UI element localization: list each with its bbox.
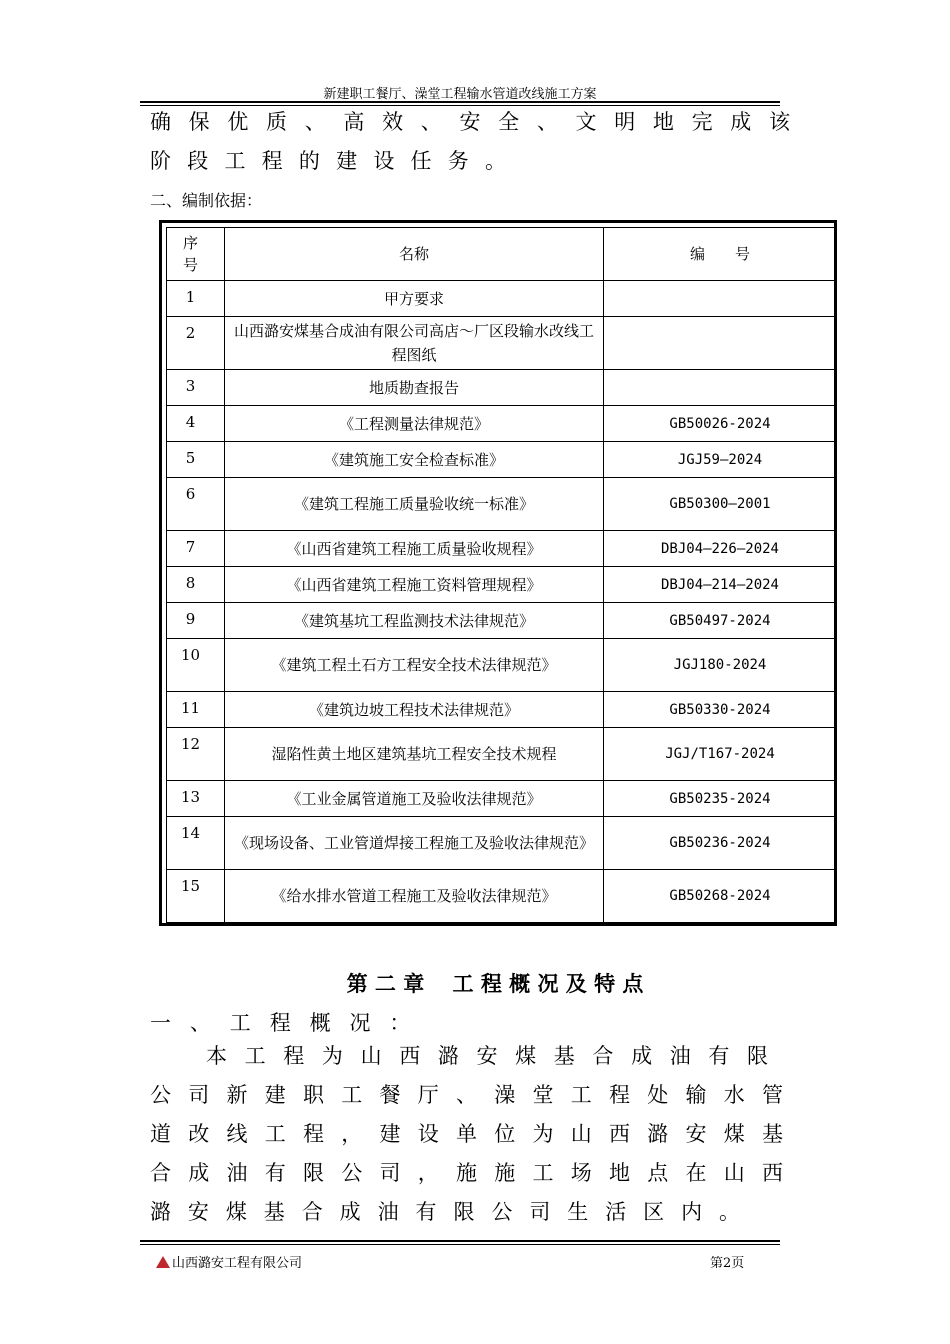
- cell-code: GB50026-2024: [604, 406, 837, 442]
- cell-name: 《给水排水管道工程施工及验收法律规范》: [225, 870, 604, 923]
- intro-line-1: 确保优质、高效、安全、文明地完成该: [150, 110, 790, 134]
- cell-no: 5: [167, 442, 225, 478]
- overview-line-4: 合成油有限公司，施施工场地点在山西: [150, 1161, 783, 1185]
- cell-no: 13: [167, 781, 225, 817]
- cell-no: 6: [167, 478, 225, 531]
- cell-name: 《建筑工程土石方工程安全技术法律规范》: [225, 639, 604, 692]
- intro-line-2: 阶段工程的建设任务。: [150, 149, 506, 173]
- cell-code: DBJ04—226—2024: [604, 531, 837, 567]
- cell-no: 4: [167, 406, 225, 442]
- cell-no: 12: [167, 728, 225, 781]
- table-row: [167, 781, 837, 817]
- table-row: [167, 442, 837, 478]
- cell-code: JGJ/T167-2024: [604, 728, 837, 781]
- cell-code: DBJ04—214—2024: [604, 567, 837, 603]
- cell-no: 11: [167, 692, 225, 728]
- cell-code: JGJ59—2024: [604, 442, 837, 478]
- table-row: [167, 406, 837, 442]
- cell-name: 地质勘查报告: [225, 370, 604, 406]
- table-row: [167, 317, 837, 370]
- header-no: [167, 228, 225, 281]
- cell-code: GB50236-2024: [604, 817, 837, 870]
- table-row: [167, 603, 837, 639]
- cell-name: 《山西省建筑工程施工资料管理规程》: [225, 567, 604, 603]
- cell-name: 《现场设备、工业管道焊接工程施工及验收法律规范》: [225, 817, 604, 870]
- footer-divider: [140, 1240, 780, 1245]
- table-row: [167, 728, 837, 781]
- cell-no: 8: [167, 567, 225, 603]
- overview-line-2: 公司新建职工餐厅、澡堂工程处输水管: [150, 1083, 783, 1107]
- cell-code: GB50268-2024: [604, 870, 837, 923]
- table-row: [167, 870, 837, 923]
- cell-no: 10: [167, 639, 225, 692]
- header-name: 名称: [225, 228, 604, 281]
- cell-no: 3: [167, 370, 225, 406]
- overview-line-5: 潞安煤基合成油有限公司生活区内。: [150, 1200, 740, 1224]
- cell-no: 7: [167, 531, 225, 567]
- cell-code: GB50300—2001: [604, 478, 837, 531]
- table-row: [167, 370, 837, 406]
- cell-name: 《山西省建筑工程施工质量验收规程》: [225, 531, 604, 567]
- cell-no: 2: [167, 317, 225, 370]
- cell-name: 山西潞安煤基合成油有限公司高店～厂区段输水改线工程图纸: [225, 317, 604, 370]
- header-code: 编 号: [604, 228, 837, 281]
- footer-company-name: 山西潞安工程有限公司: [172, 1256, 303, 1271]
- cell-code: [604, 317, 837, 370]
- cell-name: 《工业金属管道施工及验收法律规范》: [225, 781, 604, 817]
- cell-code: [604, 281, 837, 317]
- header-no-text: 序号: [182, 234, 198, 274]
- company-logo-icon: [156, 1256, 170, 1268]
- cell-no: 1: [167, 281, 225, 317]
- cell-name: 《建筑边坡工程技术法律规范》: [225, 692, 604, 728]
- table-row: [167, 692, 837, 728]
- table-row: [167, 281, 837, 317]
- overview-line-1: 本工程为山西潞安煤基合成油有限: [206, 1044, 768, 1068]
- cell-name: 《建筑工程施工质量验收统一标准》: [225, 478, 604, 531]
- cell-code: GB50330-2024: [604, 692, 837, 728]
- overview-line-3: 道改线工程，建设单位为山西潞安煤基: [150, 1122, 783, 1146]
- cell-no: 15: [167, 870, 225, 923]
- table-row: [167, 639, 837, 692]
- basis-table: [166, 227, 837, 923]
- cell-name: 《建筑施工安全检查标准》: [225, 442, 604, 478]
- cell-name: 湿陷性黄土地区建筑基坑工程安全技术规程: [225, 728, 604, 781]
- cell-code: JGJ180-2024: [604, 639, 837, 692]
- cell-no: 14: [167, 817, 225, 870]
- section-basis-title: 二、编制依据：: [150, 191, 263, 210]
- table-row: [167, 478, 837, 531]
- table-row: [167, 817, 837, 870]
- cell-name: 《工程测量法律规范》: [225, 406, 604, 442]
- cell-code: GB50497-2024: [604, 603, 837, 639]
- header-divider: [140, 101, 780, 106]
- table-row: [167, 531, 837, 567]
- cell-code: [604, 370, 837, 406]
- footer-page-number: 第2页: [710, 1256, 745, 1271]
- table-row: [167, 567, 837, 603]
- cell-no: 9: [167, 603, 225, 639]
- chapter-title: 第 二 章 工 程 概 况 及 特 点: [346, 971, 644, 996]
- footer-company: [156, 1252, 302, 1271]
- header-title: 新建职工餐厅、澡堂工程输水管道改线施工方案: [323, 87, 597, 102]
- cell-code: GB50235-2024: [604, 781, 837, 817]
- cell-name: 甲方要求: [225, 281, 604, 317]
- cell-name: 《建筑基坑工程监测技术法律规范》: [225, 603, 604, 639]
- table-header-row: [167, 228, 837, 281]
- overview-title: 一、工程概况：: [150, 1011, 430, 1035]
